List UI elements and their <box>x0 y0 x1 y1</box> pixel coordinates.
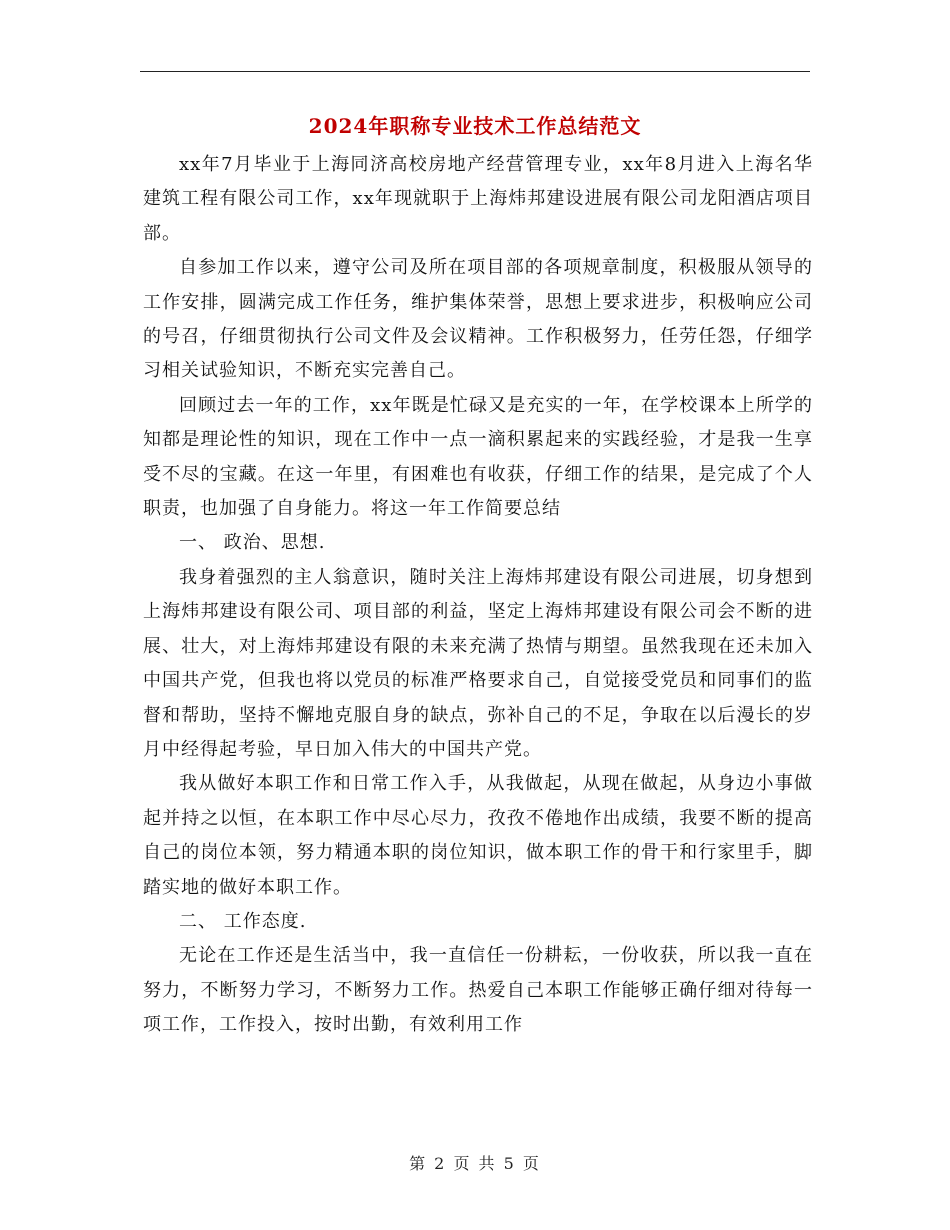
document-body <box>143 148 813 1043</box>
paragraph: xx年7月毕业于上海同济高校房地产经营管理专业，xx年8月进入上海名华建筑工程有限公司工作，xx年现就职于上海炜邦建设进展有限公司龙阳酒店项目部。 <box>143 154 813 244</box>
paragraph: 无论在工作还是生活当中，我一直信任一份耕耘，一份收获，所以我一直在努力，不断努力学习，不断努力工作。热爱自己本职工作能够正确仔细对待每一项工作，工作投入，按时出勤，有效利用工作 <box>143 945 813 1036</box>
paragraph: 我从做好本职工作和日常工作入手，从我做起，从现在做起，从身边小事做起并持之以恒，在本职工作中尽心尽力，孜孜不倦地作出成绩，我要不断的提高自己的岗位本领，努力精通本职的岗位知识，做本职工作的骨干和行家里手，脚踏实地的做好本职工作。 <box>143 773 813 898</box>
document-title: 2024年职称专业技术工作总结范文 <box>308 114 642 138</box>
section-heading: 二、 工作态度. <box>179 910 307 932</box>
paragraph: 自参加工作以来，遵守公司及所在项目部的各项规章制度，积极服从领导的工作安排，圆满完成工作任务，维护集体荣誉，思想上要求进步，积极响应公司的号召，仔细贯彻执行公司文件及会议精神。工作积极努力，任劳任怨，仔细学习相关试验知识，不断充实完善自己。 <box>143 257 813 382</box>
header-rule <box>140 71 810 72</box>
paragraph: 回顾过去一年的工作，xx年既是忙碌又是充实的一年，在学校课本上所学的知都是理论性的知识，现在工作中一点一滴积累起来的实践经验，才是我一生享受不尽的宝藏。在这一年里，有困难也有收获，仔细工作的结果，是完成了个人职责，也加强了自身能力。将这一年工作简要总结 <box>143 394 813 520</box>
page-number: 第 2 页 共 5 页 <box>409 1154 541 1173</box>
paragraph: 我身着强烈的主人翁意识，随时关注上海炜邦建设有限公司进展，切身想到上海炜邦建设有限公司、项目部的利益，坚定上海炜邦建设有限公司会不断的进展、壮大，对上海炜邦建设有限的未来充满了热情与期望。虽然我现在还未加入中国共产党，但我也将以党员的标准严格要求自己，自觉接受党员和同事们的监督和帮助，坚持不懈地克服自身的缺点，弥补自己的不足，争取在以后漫长的岁月中经得起考验，早日加入伟大的中国共产党。 <box>143 566 813 760</box>
section-heading: 一、 政治、思想. <box>179 532 326 554</box>
